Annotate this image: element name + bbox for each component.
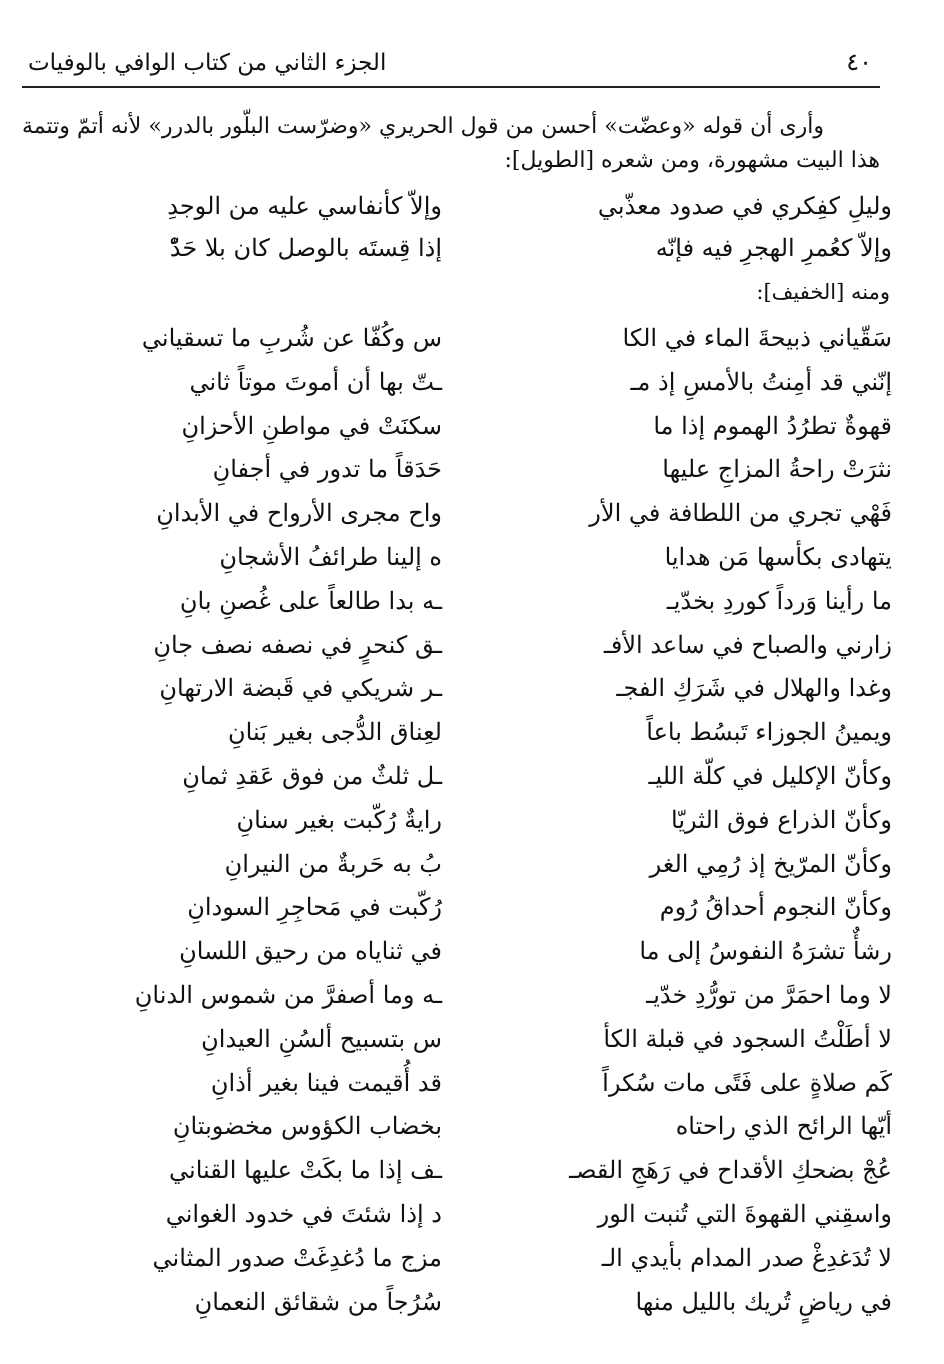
verse-first-hemistich: وإلاّ كعُمرِ الهجرِ فيه فإنّه	[655, 234, 892, 262]
verse-first-hemistich: سَقّياني ذبيحةَ الماء في الكا	[622, 324, 892, 352]
verse-second-hemistich: مزج ما دُغدِغَتْ صدور المثاني	[152, 1243, 442, 1272]
verse-second-hemistich: س وكُفّا عن شُربِ ما تسقياني	[141, 324, 442, 352]
verse-first-hemistich: يتهادى بكأسها مَن هدايا	[664, 543, 892, 571]
verse-first-hemistich: ما رأينا وَرداً كوردِ بخدّيـ	[666, 586, 892, 615]
verse-second-hemistich: لعِناق الدُّجى بغير بَنانِ	[228, 718, 442, 747]
verse-first-hemistich: وليلِ كفِكري في صدود معذّبي	[597, 192, 892, 220]
verse-first-hemistich: وكأنّ الإكليل في كلّة الليـ	[648, 762, 892, 790]
verse-second-hemistich: واح مجرى الأرواح في الأبدانِ	[156, 499, 442, 528]
verse-second-hemistich: في ثناياه من رحيق اللسانِ	[179, 937, 442, 966]
verse-first-hemistich: إنّني قد أمِنتُ بالأمسِ إذ مـ	[630, 367, 892, 396]
prose-text: وأرى أن قوله «وعضّت» أحسن من قول الحريري «وضرّست البلّور بالدرر» لأنه أتمّ وتتمة هذا البيت مشهورة، ومن شعره [الطويل]:	[22, 114, 880, 173]
verse-first-hemistich: واسقِني القهوةَ التي تُنبت الور	[597, 1200, 892, 1228]
verse-first-hemistich: لا أطَلْتُ السجود في قبلة الكأ	[603, 1024, 892, 1053]
verse-second-hemistich: ـق كنحرٍ في نصفه نصف جانِ	[153, 630, 442, 659]
verse-first-hemistich: في رياضٍ تُريك بالليل منها	[635, 1287, 892, 1316]
verse-first-hemistich: ويمينُ الجوزاء تَبسُط باعاً	[646, 718, 892, 747]
running-title: الجزء الثاني من كتاب الوافي بالوفيات	[28, 50, 387, 76]
verse-first-hemistich: فَهْي تجري من اللطافة في الأر	[589, 499, 892, 528]
verse-first-hemistich: وكأنّ النجوم أحداقُ رُوم	[659, 893, 892, 922]
verse-first-hemistich: أيّها الرائح الذي راحتاه	[675, 1112, 892, 1141]
prose-paragraph	[22, 110, 880, 178]
verse-first-hemistich: وكأنّ الذراع فوق الثريّا	[671, 805, 892, 834]
verse-first-hemistich: قهوةٌ تطرُدُ الهموم إذا ما	[653, 411, 892, 440]
verse-second-hemistich: بُ به حَربةٌ من النيرانِ	[224, 849, 442, 878]
verse-second-hemistich: رُكّبت في مَحاجِرِ السودانِ	[187, 893, 442, 922]
verse-second-hemistich: ـل ثلثٌ من فوق عَقدِ ثمانِ	[182, 762, 442, 790]
verse-second-hemistich: وإلاّ كأنفاسي عليه من الوجدِ	[167, 192, 442, 220]
verse-second-hemistich: حَدَقاً ما تدور في أجفانِ	[212, 455, 442, 484]
verse-first-hemistich: لا وما احمَرَّ من تورُّدِ خدّيـ	[646, 981, 892, 1009]
verse-first-hemistich: رشأٌ تشرَهُ النفوسُ إلى ما	[639, 937, 892, 966]
page-header	[22, 38, 880, 88]
verse-second-hemistich: ـه وما أصفرَّ من شموس الدنانِ	[134, 981, 442, 1009]
verse-first-hemistich: لا تُدَغدِغْ صدر المدام بأيدي الـ	[601, 1243, 892, 1272]
verse-second-hemistich: ـف إذا ما بكَتْ عليها القناني	[169, 1156, 442, 1185]
verse-second-hemistich: سُرُجاً من شقائق النعمانِ	[194, 1287, 442, 1316]
verse-second-hemistich: بخضاب الكؤوس مخضوبتانِ	[172, 1112, 442, 1141]
verse-second-hemistich: رايةٌ رُكّبت بغير سنانِ	[236, 805, 442, 834]
verse-second-hemistich: س بتسبيح ألسُنِ العيدانِ	[201, 1024, 442, 1053]
verse-first-hemistich: وكأنّ المرّيخ إذ رُمِي الغر	[649, 849, 892, 878]
verse-first-hemistich: زارني والصباح في ساعد الأفـ	[603, 630, 892, 659]
verse-second-hemistich: قد أُقيمت فينا بغير أذانِ	[210, 1068, 442, 1097]
verse-second-hemistich: ـتّ بها أن أموتَ موتاً ثاني	[189, 367, 442, 396]
verse-first-hemistich: عُجْ بضحكِ الأقداح في رَهَجِ القصـ	[569, 1156, 892, 1185]
verse-second-hemistich: إذا قِستَه بالوصل كان بلا حَدّْ	[169, 234, 442, 262]
verse-second-hemistich: ـر شريكي في قَبضة الارتهانِ	[159, 674, 442, 703]
page-number: ٤٠	[846, 48, 872, 76]
meter-label: ومنه [الخفيف]:	[756, 280, 890, 304]
verse-second-hemistich: ـه بدا طالعاً على غُصنِ بانِ	[179, 586, 442, 615]
verse-first-hemistich: كَم صلاةٍ على فَتًى مات سُكراً	[602, 1068, 892, 1097]
verse-first-hemistich: وغدا والهلال في شَرَكِ الفجـ	[616, 674, 892, 703]
verse-second-hemistich: د إذا شئتَ في خدود الغواني	[165, 1200, 442, 1228]
verse-first-hemistich: نثرَتْ راحةُ المزاجِ عليها	[662, 455, 892, 484]
verse-second-hemistich: ه إلينا طرائفُ الأشجانِ	[219, 543, 442, 571]
verse-second-hemistich: سكنَتْ في مواطنِ الأحزانِ	[181, 411, 442, 440]
